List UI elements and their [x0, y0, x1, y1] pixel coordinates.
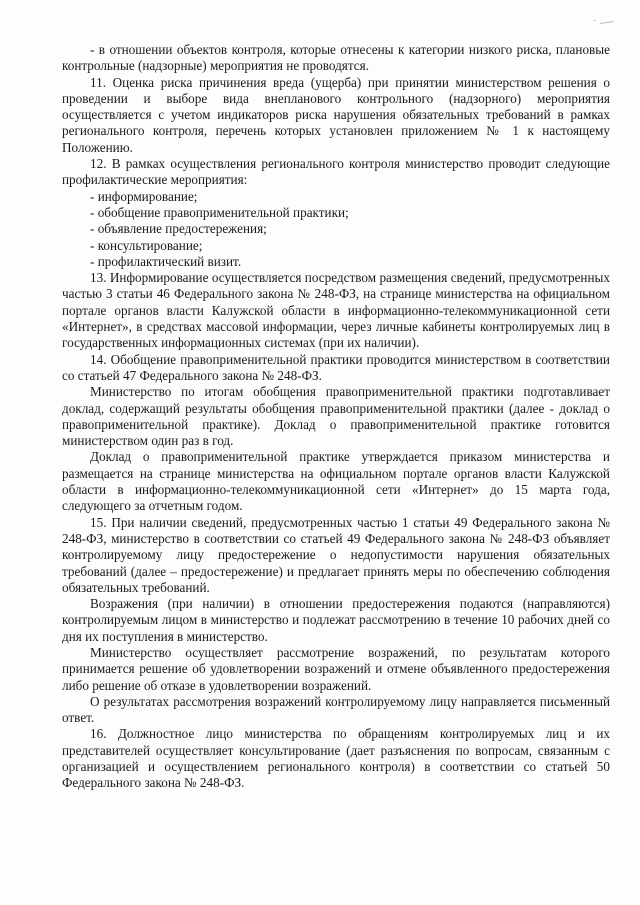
- paragraph-report-approval: Доклад о правоприменительной практике утверждается приказом министерства и размещается на странице министерства на официальном портале органов власти Калужской области в информационно-телекоммуникационной сети «Интернет» до 15 марта года, следующего за отчетным годом.: [62, 449, 610, 514]
- list-item-preventive-visit: - профилактический визит.: [90, 253, 242, 269]
- paragraph-15-warning: 15. При наличии сведений, предусмотренных частью 1 статьи 49 Федерального закона № 248-ФЗ, министерство в соответствии со статьей 49 Федерального закона № 248-ФЗ объявляет контролируемому лицу предостережение о недопустимости нарушения обязательных требований (далее – предостережение) и предлагает принять меры по обеспечению соблюдения обязательных требований.: [62, 514, 610, 595]
- paragraph-objections-review: Министерство осуществляет рассмотрение возражений, по результатам которого принимается решение об удовлетворении возражений и отмене объявленного предостережения либо решение об отказе в удовлетворении возражений.: [62, 644, 610, 693]
- paragraph-16-consulting: 16. Должностное лицо министерства по обращениям контролируемых лиц и их представителей осуществляет консультирование (дает разъяснения по вопросам, связанным с организацией и осуществлением регионального контроля) в соответствии со статьей 50 Федерального закона № 248-ФЗ.: [62, 726, 610, 791]
- paragraph-objections-response: О результатах рассмотрения возражений контролируемому лицу направляется письменный ответ.: [62, 693, 610, 726]
- paragraph-13-informing: 13. Информирование осуществляется посредством размещения сведений, предусмотренных частью 3 статьи 46 Федерального закона № 248-ФЗ, на странице министерства на официальном портале органов власти Калужской области в информационно-телекоммуникационной сети «Интернет», в средствах массовой информации, через личные кабинеты контролируемых лиц в государственных информационных системах (при их наличии).: [62, 270, 610, 351]
- paragraph-low-risk-note: - в отношении объектов контроля, которые отнесены к категории низкого риска, плановые контрольные (надзорные) мероприятия не проводятся.: [62, 42, 610, 74]
- list-item-practice-summary: - обобщение правоприменительной практики;: [90, 204, 349, 220]
- paragraph-objections: Возражения (при наличии) в отношении предостережения подаются (направляются) контролируемым лицом в министерство и подлежат рассмотрению в течение 10 рабочих дней со дня их поступления в министерство.: [62, 596, 610, 644]
- paragraph-report-preparation: Министерство по итогам обобщения правоприменительной практики подготавливает доклад, содержащий результаты обобщения правоприменительной практики (далее - доклад о правоприменительной практике). Доклад о правоприменительной практике готовится министерством один раз в год.: [62, 384, 610, 449]
- paragraph-14-practice-summary: 14. Обобщение правоприменительной практики проводится министерством в соответствии со статьей 47 Федерального закона № 248-ФЗ.: [62, 351, 610, 383]
- list-item-warning: - объявление предостережения;: [90, 221, 267, 237]
- paragraph-12-preventive-measures: 12. В рамках осуществления регионального контроля министерство проводит следующие профилактические мероприятия:: [62, 156, 610, 188]
- paragraph-11-risk-assessment: 11. Оценка риска причинения вреда (ущерба) при принятии министерством решения о проведении и выборе вида внепланового контрольного (надзорного) мероприятия осуществляется с учетом индикаторов риска нарушения обязательных требований в рамках регионального контроля, перечень которых установлен приложением № 1 к настоящему Положению.: [62, 74, 610, 155]
- list-item-informing: - информирование;: [90, 188, 198, 204]
- list-item-consulting: - консультирование;: [90, 237, 203, 253]
- scan-artifact: [600, 21, 614, 24]
- scan-artifact: [593, 20, 596, 21]
